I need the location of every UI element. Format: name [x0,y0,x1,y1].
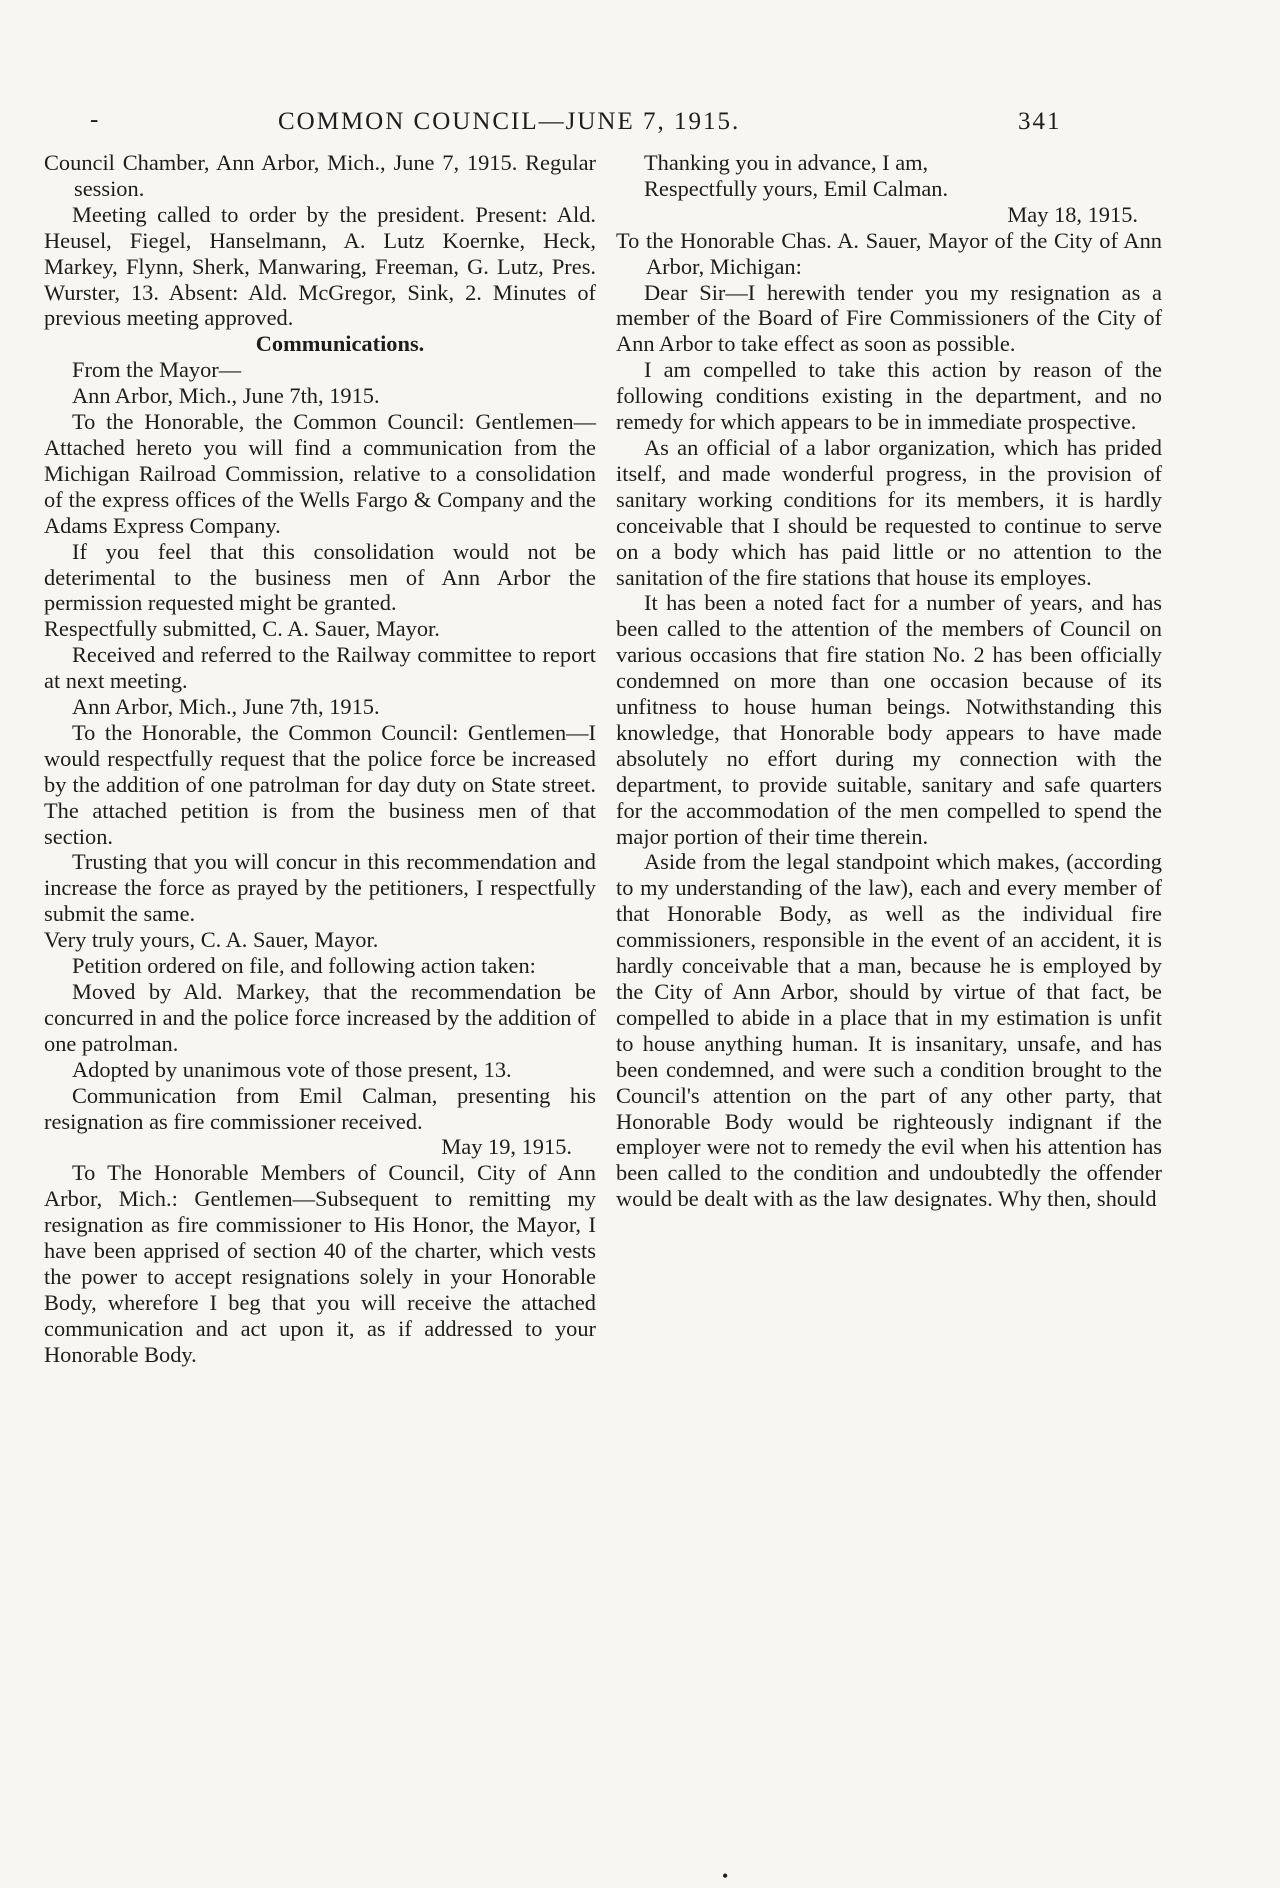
express-letter-body: To the Honorable, the Common Council: Gentlemen—Attached hereto you will find a communication from the Michigan Railroad Commission, relative to a consolidation of the express offices of the Wells Fargo & Company and the Adams Express Company. [44,409,596,538]
running-title: COMMON COUNCIL—JUNE 7, 1915. [278,108,741,135]
express-letter-body: If you feel that this consolidation would not be deterimental to the business men of Ann Arbor the permission requested might be granted. [44,538,596,616]
communication-note: Communication from Emil Calman, presenting his resignation as fire commissioner received. [44,1082,596,1134]
session-dateline: Council Chamber, Ann Arbor, Mich., June 7, 1915. Regular session. [44,150,596,201]
page-header [0,104,1280,144]
letter-salutation: To the Honorable Chas. A. Sauer, Mayor of the City of Ann Arbor, Michigan: [616,227,1162,279]
letter-dateline: May 19, 1915. [441,1134,572,1160]
roll-call-paragraph: Meeting called to order by the president. Present: Ald. Heusel, Fiegel, Hanselmann, A. Lutz Koernke, Heck, Markey, Flynn, Sherk, Manwaring, Freeman, G. Lutz, Pres. Wurster, 13. Absent: Ald. McGregor, Sink, 2. Minutes of previous meeting approved. [44,201,596,331]
resignation-paragraph: I am compelled to take this action by reason of the following conditions existing in the department, and no remedy for which appears to be in immediate prospective. [616,357,1162,435]
calman-letter-body: To The Honorable Members of Council, City of Ann Arbor, Mich.: Gentlemen—Subsequent to remitting my resignation as fire commissioner to His Honor, the Mayor, I have been apprised of section 40 of the charter, which vests the power to accept resignations solely in your Honorable Body, wherefore I beg that you will receive the attached communication and act upon it, as if addressed to your Honorable Body. [44,1160,596,1367]
right-column [616,150,1162,1212]
page-number: 341 [1018,108,1062,135]
letter-dateline: May 18, 1915. [1007,201,1138,227]
council-action: Received and referred to the Railway committee to report at next meeting. [44,642,596,694]
council-action: Petition ordered on file, and following action taken: [72,953,536,979]
letter-closing: Thanking you in advance, I am, [644,150,929,175]
letter-dateline: Ann Arbor, Mich., June 7th, 1915. [72,383,380,409]
motion-paragraph: Moved by Ald. Markey, that the recommendation be concurred in and the police force increased by the addition of one patrolman. [44,979,596,1056]
letter-signature: Respectfully yours, Emil Calman. [644,175,949,201]
header-mark: - [90,106,101,133]
letter-dateline: Ann Arbor, Mich., June 7th, 1915. [72,694,380,720]
letter-signature: Very truly yours, C. A. Sauer, Mayor. [44,927,379,953]
vote-result: Adopted by unanimous vote of those present, 13. [72,1056,512,1082]
section-heading: Communications. [255,331,425,357]
from-mayor-line: From the Mayor— [72,357,242,383]
page-speck: • [722,1866,729,1886]
resignation-paragraph: It has been a noted fact for a number of years, and has been called to the attention of the members of Council on various occasions that fire station No. 2 has been officially condemned on more than one occasion because of its unfitness to house human beings. Notwithstanding this knowledge, that Honorable body appears to have made absolutely no effort during my connection with the department, to provide suitable, sanitary and safe quarters for the accommodation of the men compelled to spend the major portion of their time therein. [616,590,1162,849]
letter-signature: Respectfully submitted, C. A. Sauer, Mayor. [44,616,440,642]
resignation-paragraph: As an official of a labor organization, which has prided itself, and made wonderful progress, in the provision of sanitary working conditions for its members, it is hardly conceivable that I should be requested to continue to serve on a body which has paid little or no attention to the sanitation of the fire stations that house its employes. [616,434,1162,590]
police-letter-body: Trusting that you will concur in this recommendation and increase the force as prayed by the petitioners, I respectfully submit the same. [44,849,596,927]
police-letter-body: To the Honorable, the Common Council: Gentlemen—I would respectfully request that the police force be increased by the addition of one patrolman for day duty on State street. The attached petition is from the business men of that section. [44,719,596,849]
left-column [44,150,596,1368]
resignation-paragraph: Aside from the legal standpoint which makes, (according to my understanding of the law), each and every member of that Honorable Body, as well as the individual fire commissioners, responsible in the event of an accident, it is hardly conceivable that a man, because he is employed by the City of Ann Arbor, should by virtue of that fact, be compelled to abide in a place that in my estimation is unfit to house anything human. It is insanitary, unsafe, and has been condemned, and were such a condition brought to the Council's attention on the part of any other party, that Honorable Body would be righteously indignant if the employer were not to remedy the evil when his attention has been called to the condition and undoubtedly the offender would be dealt with as the law designates. Why then, should [616,849,1162,1212]
resignation-paragraph: Dear Sir—I herewith tender you my resignation as a member of the Board of Fire Commissioners of the City of Ann Arbor to take effect as soon as possible. [616,279,1162,357]
